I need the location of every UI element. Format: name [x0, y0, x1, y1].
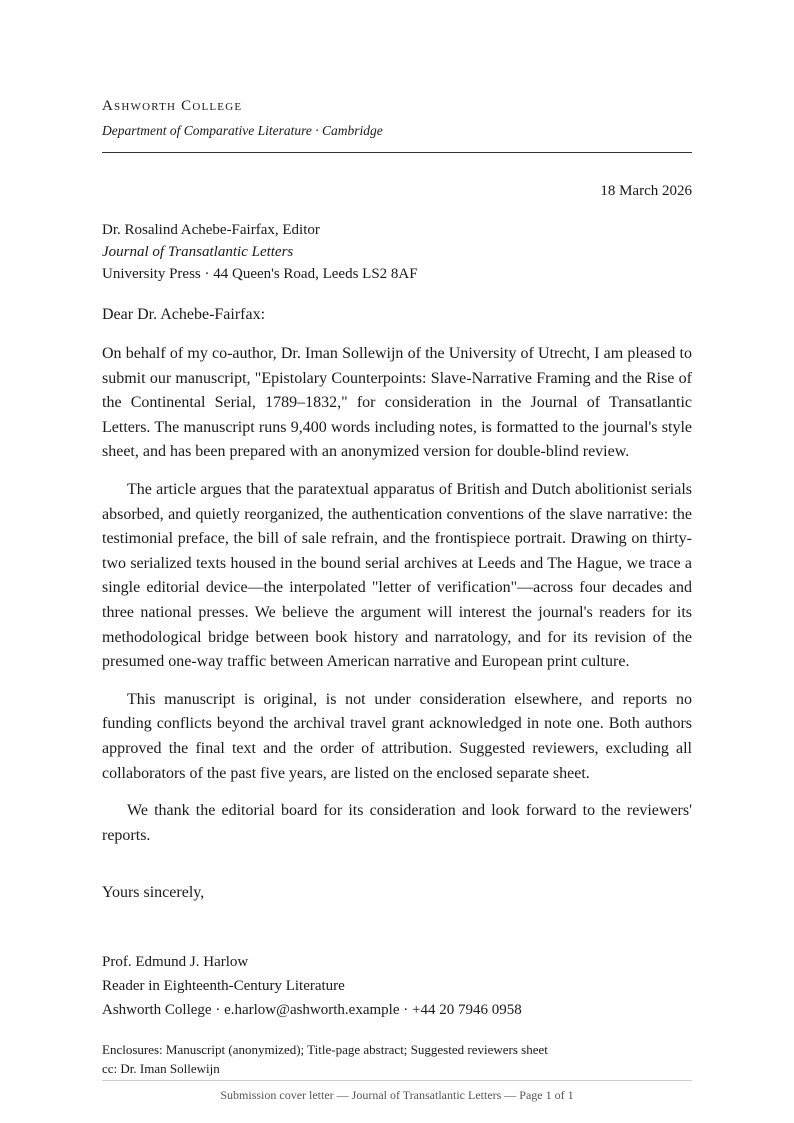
recipient-address: University Press · 44 Queen's Road, Leeds LS2 8AF — [102, 266, 418, 282]
body-paragraph: This manuscript is original, is not under consideration elsewhere, and reports no funding conflicts beyond the archival travel grant acknowledged in note one. Both authors approved the final text and the order of attribution. Suggested reviewers, excluding all collaborators of the past five years, are listed on the enclosed separate sheet. — [102, 690, 692, 782]
salutation: Dear Dr. Achebe-Fairfax: — [102, 306, 266, 323]
letterhead — [102, 96, 692, 140]
recipient-block — [102, 219, 418, 285]
enclosures-line: Enclosures: Manuscript (anonymized); Title-page abstract; Suggested reviewers sheet — [102, 1042, 548, 1057]
recipient-name: Dr. Rosalind Achebe-Fairfax, Editor — [102, 222, 320, 238]
letter-date: 18 March 2026 — [600, 183, 692, 199]
signatory-contact: Ashworth College · e.harlow@ashworth.example · +44 20 7946 0958 — [102, 1002, 522, 1018]
cc-line: cc: Dr. Iman Sollewijn — [102, 1061, 220, 1076]
signature-block — [102, 950, 522, 1022]
footer-divider — [102, 1080, 692, 1081]
enclosures-block — [102, 1040, 548, 1078]
institution-name: Ashworth College — [102, 98, 243, 114]
body-paragraph: We thank the editorial board for its consideration and look forward to the reviewers' reports. — [102, 802, 692, 844]
body-paragraph: The article argues that the paratextual apparatus of British and Dutch abolitionist serials absorbed, and quietly reorganized, the authentication conventions of the slave narrative: the testimonial preface, the bill of sale refrain, and the frontispiece portrait. Drawing on thirty-two serialized texts housed in the bound serial archives at Leeds and The Hague, we trace a single editorial device—the interpolated "letter of verification"—across four decades and three national presses. We believe the argument will interest the journal's readers for its methodological bridge between book history and narratology, and for its revision of the presumed one-way traffic between American narrative and European print culture. — [102, 480, 692, 671]
signatory-name: Prof. Edmund J. Harlow — [102, 954, 249, 970]
closing: Yours sincerely, — [102, 884, 205, 901]
page-footer: Submission cover letter — Journal of Transatlantic Letters — Page 1 of 1 — [220, 1088, 574, 1102]
letter-body — [102, 342, 692, 861]
body-paragraph: On behalf of my co-author, Dr. Iman Sollewijn of the University of Utrecht, I am pleased to submit our manuscript, "Epistolary Counterpoints: Slave-Narrative Framing and the Rise of the Continental Serial, 1789–1832," for consideration in the Journal of Transatlantic Letters. The manuscript runs 9,400 words including notes, is formatted to the journal's style sheet, and has been prepared with an anonymized version for double-blind review. — [102, 345, 692, 461]
department-line: Department of Comparative Literature · Cambridge — [102, 123, 383, 138]
signatory-title: Reader in Eighteenth-Century Literature — [102, 978, 345, 994]
letterhead-divider — [102, 152, 692, 153]
recipient-journal: Journal of Transatlantic Letters — [102, 244, 294, 260]
